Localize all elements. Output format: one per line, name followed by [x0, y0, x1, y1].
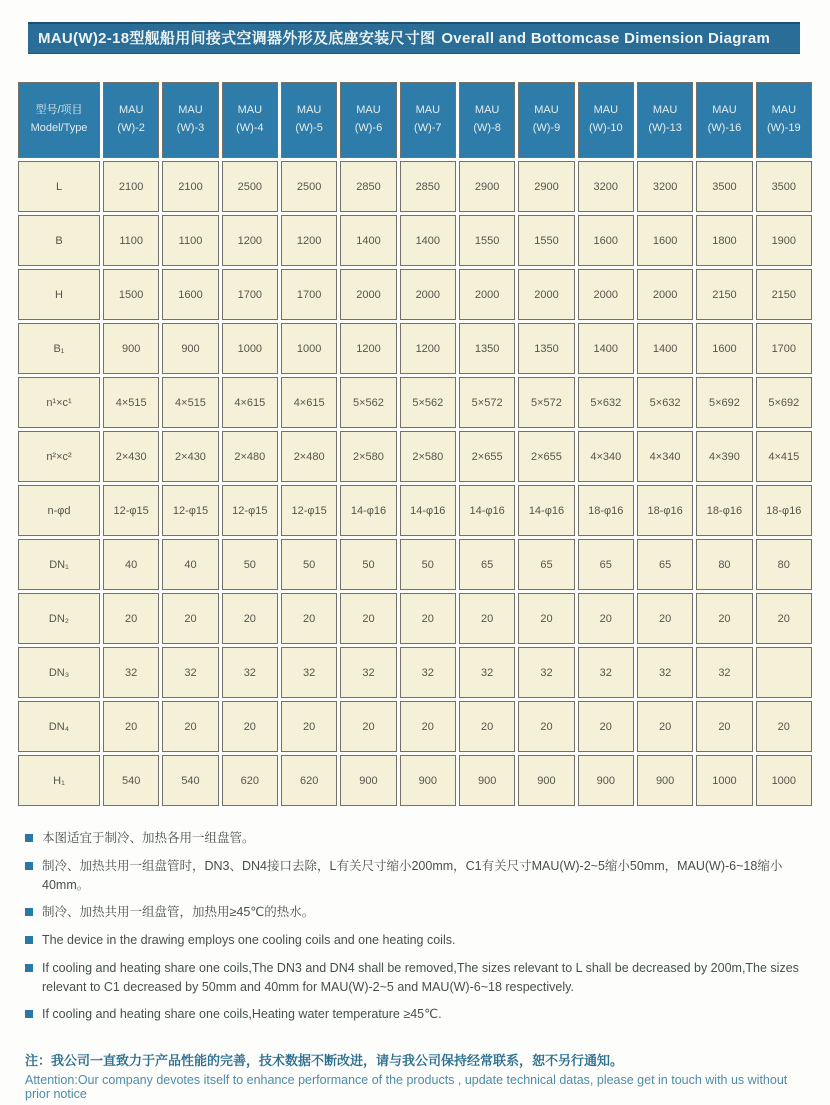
table-cell: 40 — [162, 539, 218, 590]
model-prefix: MAU — [237, 104, 263, 117]
model-prefix: MAU — [178, 104, 203, 117]
table-cell: 32 — [637, 647, 693, 698]
table-cell: 4×615 — [281, 377, 337, 428]
table-cell: 1900 — [756, 215, 812, 266]
table-cell: 4×415 — [756, 431, 812, 482]
column-header-3 — [162, 82, 218, 158]
table-cell: 2×430 — [162, 431, 218, 482]
table-row — [18, 701, 812, 752]
table-cell: 1600 — [696, 323, 752, 374]
table-cell: 18-φ16 — [696, 485, 752, 536]
table-cell: 2150 — [696, 269, 752, 320]
table-cell: 80 — [696, 539, 752, 590]
table-cell: 20 — [637, 701, 693, 752]
row-label: H — [18, 269, 100, 320]
table-cell: 2000 — [340, 269, 396, 320]
table-row — [18, 269, 812, 320]
corner-header-zh: 型号/项目 — [35, 104, 83, 117]
table-cell: 65 — [637, 539, 693, 590]
table-cell: 2×430 — [103, 431, 159, 482]
table-cell: 18-φ16 — [756, 485, 812, 536]
table-cell: 1200 — [400, 323, 456, 374]
model-suffix: (W)-9 — [532, 122, 561, 134]
note-text: If cooling and heating share one coils,The DN3 and DN4 shall be removed,The sizes relevant to L shall be decreased by 200m,The sizes relevant to C1 decreased by 50mm and 40mm for MAU(W)-2~5 and MAU(W)-6~18 respectively. — [42, 960, 799, 994]
table-cell: 32 — [400, 647, 456, 698]
table-cell: 2000 — [578, 269, 634, 320]
model-prefix: MAU — [356, 104, 381, 117]
table-cell: 1200 — [340, 323, 396, 374]
table-cell: 1550 — [459, 215, 515, 266]
table-cell: 1350 — [518, 323, 574, 374]
table-cell: 20 — [637, 593, 693, 644]
model-suffix: (W)-16 — [707, 122, 742, 134]
table-cell: 65 — [459, 539, 515, 590]
table-cell: 20 — [162, 701, 218, 752]
table-cell: 32 — [578, 647, 634, 698]
table-cell: 20 — [103, 701, 159, 752]
table-cell: 20 — [281, 593, 337, 644]
table-cell: 2×655 — [459, 431, 515, 482]
table-cell: 4×615 — [222, 377, 278, 428]
model-suffix: (W)-8 — [473, 122, 501, 134]
table-cell: 20 — [696, 593, 752, 644]
table-cell: 540 — [162, 755, 218, 806]
table-cell: 5×562 — [340, 377, 396, 428]
table-header-row — [18, 82, 812, 158]
note-item — [25, 829, 804, 848]
table-cell: 540 — [103, 755, 159, 806]
column-header-5 — [281, 82, 337, 158]
column-header-4 — [222, 82, 278, 158]
row-label: DN₁ — [18, 539, 100, 590]
table-cell: 2100 — [103, 161, 159, 212]
table-cell: 1000 — [281, 323, 337, 374]
table-cell: 14-φ16 — [459, 485, 515, 536]
model-suffix: (W)-6 — [354, 122, 383, 134]
table-cell: 50 — [340, 539, 396, 590]
table-row — [18, 215, 812, 266]
table-row — [18, 377, 812, 428]
bullet-square-icon — [25, 936, 33, 944]
note-text: If cooling and heating share one coils,Heating water temperature ≥45℃. — [42, 1007, 442, 1022]
footer-note-zh: 注：我公司一直致力于产品性能的完善，技术数据不断改进，请与我公司保持经常联系，恕不另行通知。 — [25, 1053, 624, 1068]
table-cell: 1500 — [103, 269, 159, 320]
table-cell: 1800 — [696, 215, 752, 266]
model-suffix: (W)-5 — [295, 122, 323, 134]
table-cell: 80 — [756, 539, 812, 590]
table-cell: 32 — [162, 647, 218, 698]
table-row — [18, 431, 812, 482]
table-cell: 2×580 — [340, 431, 396, 482]
table-cell: 20 — [222, 593, 278, 644]
table-cell: 12-φ15 — [162, 485, 218, 536]
model-prefix: MAU — [474, 104, 500, 117]
model-prefix: MAU — [771, 104, 797, 117]
row-label: n-φd — [18, 485, 100, 536]
table-cell: 1400 — [637, 323, 693, 374]
table-cell: 2850 — [400, 161, 456, 212]
page-title — [28, 22, 800, 54]
table-cell: 20 — [459, 701, 515, 752]
table-cell: 900 — [637, 755, 693, 806]
table-cell: 20 — [578, 593, 634, 644]
table-cell: 3500 — [696, 161, 752, 212]
table-cell: 12-φ15 — [222, 485, 278, 536]
table-row — [18, 755, 812, 806]
table-cell: 50 — [281, 539, 337, 590]
table-cell: 32 — [222, 647, 278, 698]
table-cell: 900 — [518, 755, 574, 806]
table-cell: 4×390 — [696, 431, 752, 482]
bullet-square-icon — [25, 1010, 33, 1018]
table-cell: 4×340 — [578, 431, 634, 482]
bullet-square-icon — [25, 834, 33, 842]
model-prefix: MAU — [415, 104, 441, 117]
footer-note-en: Attention:Our company devotes itself to enhance performance of the products , update technical datas, please get in touch with us without prior notice — [25, 1073, 788, 1101]
table-cell: 1000 — [696, 755, 752, 806]
model-prefix: MAU — [534, 104, 559, 117]
table-cell: 2×655 — [518, 431, 574, 482]
table-cell: 1400 — [340, 215, 396, 266]
table-cell: 900 — [400, 755, 456, 806]
table-cell: 5×632 — [637, 377, 693, 428]
note-text: 制冷、加热共用一组盘管，加热用≥45℃的热水。 — [42, 905, 315, 920]
page-title-en: Overall and Bottomcase Dimension Diagram — [441, 30, 771, 47]
row-label: DN₃ — [18, 647, 100, 698]
model-suffix: (W)-10 — [588, 122, 623, 134]
row-label: DN₄ — [18, 701, 100, 752]
note-item — [25, 1005, 804, 1024]
table-cell: 2×580 — [400, 431, 456, 482]
table-cell: 20 — [696, 701, 752, 752]
table-cell: 18-φ16 — [637, 485, 693, 536]
table-cell: 32 — [696, 647, 752, 698]
table-row — [18, 647, 812, 698]
table-cell: 1000 — [222, 323, 278, 374]
table-cell: 12-φ15 — [281, 485, 337, 536]
bullet-square-icon — [25, 964, 33, 972]
row-label: L — [18, 161, 100, 212]
table-cell: 65 — [518, 539, 574, 590]
table-cell: 2850 — [340, 161, 396, 212]
footer-note — [25, 1050, 804, 1101]
table-cell: 5×692 — [756, 377, 812, 428]
column-header-19 — [756, 82, 812, 158]
table-cell: 32 — [518, 647, 574, 698]
table-cell: 1000 — [756, 755, 812, 806]
table-cell: 5×632 — [578, 377, 634, 428]
row-label: n²×c² — [18, 431, 100, 482]
row-label: B₁ — [18, 323, 100, 374]
table-cell: 14-φ16 — [518, 485, 574, 536]
table-cell: 3500 — [756, 161, 812, 212]
table-cell: 65 — [578, 539, 634, 590]
table-cell: 2100 — [162, 161, 218, 212]
column-header-2 — [103, 82, 159, 158]
table-cell: 1200 — [281, 215, 337, 266]
table-cell: 900 — [340, 755, 396, 806]
note-item — [25, 903, 804, 922]
table-row — [18, 593, 812, 644]
model-suffix: (W)-7 — [414, 122, 442, 134]
table-cell: 20 — [400, 593, 456, 644]
column-header-9 — [518, 82, 574, 158]
table-cell: 20 — [340, 701, 396, 752]
table-cell: 2×480 — [281, 431, 337, 482]
table-cell: 900 — [459, 755, 515, 806]
table-cell: 620 — [281, 755, 337, 806]
row-label: DN₂ — [18, 593, 100, 644]
table-cell: 20 — [340, 593, 396, 644]
table-cell: 20 — [518, 593, 574, 644]
note-text: 本图适宜于制冷、加热各用一组盘管。 — [42, 831, 255, 845]
table-cell: 4×515 — [162, 377, 218, 428]
model-prefix: MAU — [118, 104, 144, 117]
table-cell: 900 — [103, 323, 159, 374]
table-cell: 20 — [578, 701, 634, 752]
table-cell: 1400 — [400, 215, 456, 266]
table-row — [18, 323, 812, 374]
note-text: The device in the drawing employs one cooling coils and one heating coils. — [42, 933, 456, 947]
model-suffix: (W)-4 — [236, 122, 264, 134]
model-prefix: MAU — [652, 104, 678, 117]
table-cell: 18-φ16 — [578, 485, 634, 536]
table-cell: 1700 — [222, 269, 278, 320]
table-row — [18, 539, 812, 590]
table-cell: 1550 — [518, 215, 574, 266]
table-cell: 20 — [162, 593, 218, 644]
dimension-table — [15, 79, 815, 809]
model-suffix: (W)-13 — [648, 122, 682, 134]
table-cell: 2000 — [400, 269, 456, 320]
table-row — [18, 161, 812, 212]
table-cell: 50 — [222, 539, 278, 590]
table-cell: 32 — [459, 647, 515, 698]
table-cell — [756, 647, 812, 698]
table-cell: 1350 — [459, 323, 515, 374]
table-cell: 1600 — [578, 215, 634, 266]
table-cell: 3200 — [637, 161, 693, 212]
table-cell: 4×515 — [103, 377, 159, 428]
note-text: 制冷、加热共用一组盘管时，DN3、DN4接口去除，L有关尺寸缩小200mm，C1有关尺寸MAU(W)-2~5缩小50mm，MAU(W)-6~18缩小40mm。 — [42, 858, 783, 892]
table-cell: 5×562 — [400, 377, 456, 428]
table-cell: 12-φ15 — [103, 485, 159, 536]
table-cell: 20 — [400, 701, 456, 752]
column-header-13 — [637, 82, 693, 158]
table-cell: 3200 — [578, 161, 634, 212]
table-cell: 2×480 — [222, 431, 278, 482]
table-cell: 1100 — [103, 215, 159, 266]
table-cell: 1100 — [162, 215, 218, 266]
table-cell: 1600 — [162, 269, 218, 320]
table-cell: 2000 — [518, 269, 574, 320]
table-cell: 20 — [459, 593, 515, 644]
table-cell: 20 — [222, 701, 278, 752]
model-suffix: (W)-3 — [176, 122, 205, 134]
table-cell: 2900 — [518, 161, 574, 212]
table-cell: 20 — [756, 593, 812, 644]
table-cell: 2000 — [637, 269, 693, 320]
table-cell: 5×572 — [459, 377, 515, 428]
column-header-16 — [696, 82, 752, 158]
corner-header-cell — [18, 82, 100, 158]
column-header-10 — [578, 82, 634, 158]
table-cell: 20 — [103, 593, 159, 644]
model-suffix: (W)-19 — [767, 122, 801, 134]
table-cell: 1400 — [578, 323, 634, 374]
table-row — [18, 485, 812, 536]
model-prefix: MAU — [593, 104, 619, 117]
bullet-square-icon — [25, 908, 33, 916]
note-item — [25, 857, 804, 895]
table-cell: 20 — [281, 701, 337, 752]
table-cell: 2500 — [281, 161, 337, 212]
table-cell: 620 — [222, 755, 278, 806]
model-prefix: MAU — [712, 104, 737, 117]
table-cell: 14-φ16 — [400, 485, 456, 536]
table-cell: 14-φ16 — [340, 485, 396, 536]
table-cell: 2500 — [222, 161, 278, 212]
note-item — [25, 959, 804, 997]
table-cell: 2900 — [459, 161, 515, 212]
notes-section — [25, 829, 804, 1024]
table-cell: 32 — [103, 647, 159, 698]
table-cell: 2150 — [756, 269, 812, 320]
table-cell: 2000 — [459, 269, 515, 320]
model-suffix: (W)-2 — [117, 122, 145, 134]
table-cell: 900 — [578, 755, 634, 806]
table-cell: 1700 — [756, 323, 812, 374]
model-prefix: MAU — [296, 104, 322, 117]
table-cell: 20 — [756, 701, 812, 752]
table-cell: 5×692 — [696, 377, 752, 428]
table-cell: 40 — [103, 539, 159, 590]
table-cell: 4×340 — [637, 431, 693, 482]
table-cell: 1700 — [281, 269, 337, 320]
table-cell: 1200 — [222, 215, 278, 266]
column-header-8 — [459, 82, 515, 158]
table-cell: 1600 — [637, 215, 693, 266]
table-cell: 20 — [518, 701, 574, 752]
table-cell: 900 — [162, 323, 218, 374]
row-label: n¹×c¹ — [18, 377, 100, 428]
row-label: B — [18, 215, 100, 266]
row-label: H₁ — [18, 755, 100, 806]
page-title-zh: MAU(W)2-18型舰船用间接式空调器外形及底座安装尺寸图 — [38, 30, 436, 47]
bullet-square-icon — [25, 862, 33, 870]
corner-header-en: Model/Type — [30, 122, 88, 134]
table-cell: 50 — [400, 539, 456, 590]
note-item — [25, 931, 804, 950]
table-cell: 32 — [340, 647, 396, 698]
column-header-6 — [340, 82, 396, 158]
table-cell: 5×572 — [518, 377, 574, 428]
column-header-7 — [400, 82, 456, 158]
table-cell: 32 — [281, 647, 337, 698]
